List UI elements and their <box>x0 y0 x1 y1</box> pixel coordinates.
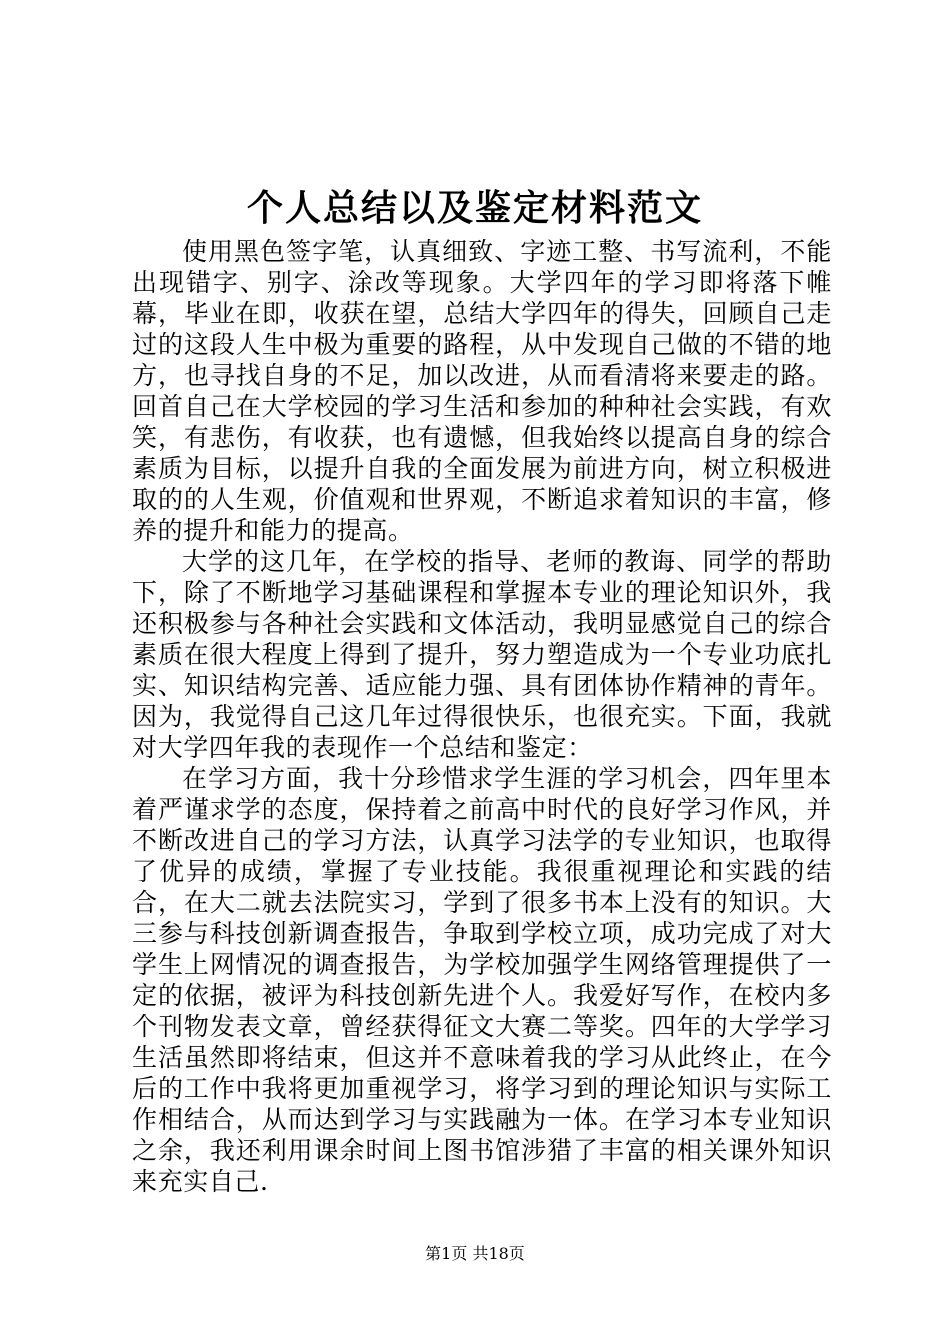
page-footer: 第1页 共18页 <box>425 1244 525 1263</box>
paragraph-1: 使用黑色签字笔，认真细致、字迹工整、书写流利，不能出现错字、别字、涂改等现象。大学四年的学习即将落下帷幕，毕业在即，收获在望，总结大学四年的得失，回顾自己走过的这段人生中极为重要的路程，从中发现自己做的不错的地方，也寻找自身的不足，加以改进，从而看清将来要走的路。回首自己在大学校园的学习生活和参加的种种社会实践，有欢笑，有悲伤，有收获，也有遗憾，但我始终以提高自身的综合素质为目标，以提升自我的全面发展为前进方向，树立积极进取的的人生观，价值观和世界观，不断追求着知识的丰富，修养的提升和能力的提高。 <box>132 237 832 545</box>
document-title: 个人总结以及鉴定材料范文 <box>246 187 703 229</box>
document-body <box>132 236 832 1197</box>
paragraph-3: 在学习方面，我十分珍惜求学生涯的学习机会，四年里本着严谨求学的态度，保持着之前高中时代的良好学习作风，并不断改进自己的学习方法，认真学习法学的专业知识，也取得了优异的成绩，掌握了专业技能。我很重视理论和实践的结合，在大二就去法院实习，学到了很多书本上没有的知识。大三参与科技创新调查报告，争取到学校立项，成功完成了对大学生上网情况的调查报告，为学校加强学生网络管理提供了一定的依据，被评为科技创新先进个人。我爱好写作，在校内多个刊物发表文章，曾经获得征文大赛二等奖。四年的大学学习生活虽然即将结束，但这并不意味着我的学习从此终止，在今后的工作中我将更加重视学习，将学习到的理论知识与实际工作相结合，从而达到学习与实践融为一体。在学习本专业知识之余，我还利用课余时间上图书馆涉猎了丰富的相关课外知识来充实自己. <box>132 764 832 1196</box>
paragraph-2: 大学的这几年，在学校的指导、老师的教诲、同学的帮助下，除了不断地学习基础课程和掌握本专业的理论知识外，我还积极参与各种社会实践和文体活动，我明显感觉自己的综合素质在很大程度上得到了提升，努力塑造成为一个专业功底扎实、知识结构完善、适应能力强、具有团体协作精神的青年。因为，我觉得自己这几年过得很快乐，也很充实。下面，我就对大学四年我的表现作一个总结和鉴定： <box>132 547 832 762</box>
